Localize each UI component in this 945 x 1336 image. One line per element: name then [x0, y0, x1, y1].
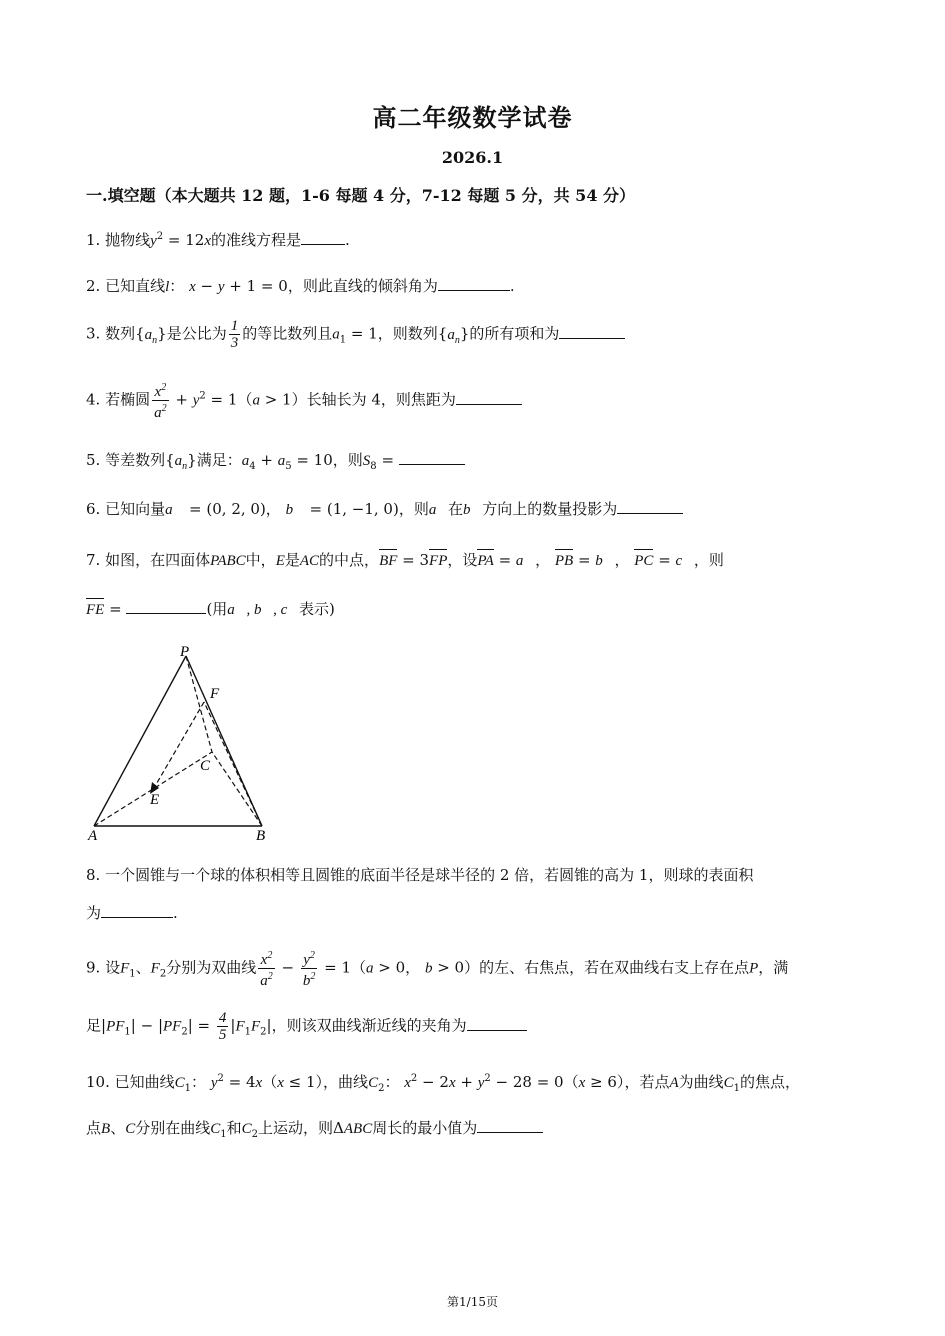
question-9: 9. 设$F_1$、$F_2$分别为双曲线 $\frac{x^2}{a^2}$ − $\frac{y^2}{b^2}$ = 1（a > 0， b > 0）的左、右焦点，若在双曲线右支上存在点P，满	[86, 950, 789, 989]
page-title: 高二年级数学试卷	[372, 103, 573, 132]
question-10: 10. 已知曲线$C_1$： $y^2 = 4x(x \le 1)$，曲线$C_2$： $x^2 - 2x + y^2 - 28 = 0(x \ge 6)$，若点A为曲线$C_1$的焦点，	[86, 1073, 801, 1094]
label-A: A	[88, 828, 98, 842]
question-4: 4. 若椭圆 $\frac{x^2}{a^2}$ + $y^2 = 1(a > 1)$长轴长为 4，则焦距为	[86, 380, 522, 421]
question-1: 1. 抛物线$y^2 = 12x$的准线方程是 .	[86, 231, 350, 249]
label-P: P	[180, 644, 190, 660]
label-B: B	[256, 828, 266, 842]
label-E: E	[150, 792, 160, 808]
exam-date: 2026.1	[441, 148, 504, 167]
question-6: 6. 已知向量a⃗ = (0, 2, 0)， b⃗ = (1, −1, 0)，则a⃗在b⃗方向上的数量投影为	[86, 498, 683, 521]
question-10-line2: 点B、C分别在曲线$C_1$和$C_2$上运动，则ΔABC周长的最小值为	[86, 1117, 543, 1146]
question-2: 2. 已知直线l： x − y + 1 = 0，则此直线的倾斜角为 .	[86, 277, 515, 295]
question-8-line2: 为 .	[86, 904, 178, 922]
label-C: C	[200, 758, 211, 774]
question-5: 5. 等差数列$\{a_n\}$满足：$a_4 + a_5 = 10$，则$S_8$ =	[86, 449, 465, 478]
question-7-line2: FE = (用a⃗, b⃗, c⃗表示)	[86, 598, 335, 621]
tetrahedron-figure	[84, 642, 284, 842]
question-3: 3. 数列$\{a_n\}$是公比为 $\frac{1}{3}$ 的等比数列且$a_1 = 1$，则数列$\{a_n\}$的所有项和为	[86, 318, 625, 352]
question-9-line2: 足$|PF_1| - |PF_2|$ = $\frac{4}{5}$ $|F_1F_2|$，则该双曲线渐近线的夹角为	[86, 1010, 527, 1044]
question-7: 7. 如图，在四面体PABC中，E是AC的中点，BF = 3FP，设PA = a⃗， PB = b⃗， PC = c⃗，则	[86, 549, 724, 572]
label-F: F	[210, 686, 220, 702]
question-8: 8. 一个圆锥与一个球的体积相等且圆锥的底面半径是球半径的 2 倍，若圆锥的高为 1，则球的表面积	[86, 866, 754, 884]
page-number: 第1/15页	[447, 1295, 498, 1309]
section-header: 一.填空题（本大题共 12 题，1-6 每题 4 分，7-12 每题 5 分，共 54 分）	[86, 186, 636, 205]
